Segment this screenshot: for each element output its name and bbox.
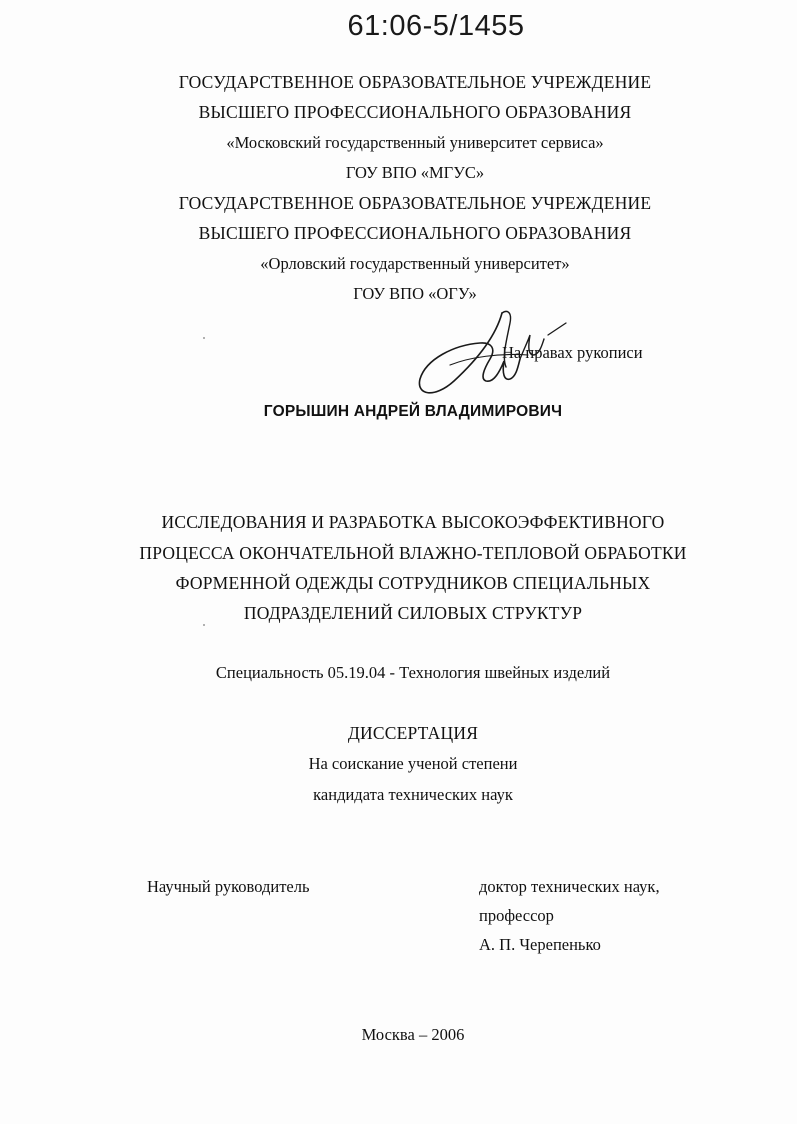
reference-code: 61:06-5/1455: [347, 10, 525, 42]
handwritten-signature: [410, 295, 580, 415]
supervisor-title: профессор: [479, 906, 554, 925]
rights-note: На правах рукописи: [502, 343, 643, 362]
degree-line-2: кандидата технических наук: [313, 785, 513, 804]
title-line-4: ПОДРАЗДЕЛЕНИЙ СИЛОВЫХ СТРУКТУР: [243, 603, 583, 623]
specialty-line: Специальность 05.19.04 - Технология швейных изделий: [215, 663, 611, 682]
supervisor-label: Научный руководитель: [147, 877, 310, 896]
institution-line-3: «Московский государственный университет сервиса»: [226, 133, 604, 152]
place-and-year: Москва – 2006: [361, 1025, 465, 1044]
author-name: ГОРЫШИН АНДРЕЙ ВЛАДИМИРОВИЧ: [263, 403, 563, 420]
institution-line-1: ГОСУДАРСТВЕННОЕ ОБРАЗОВАТЕЛЬНОЕ УЧРЕЖДЕНИЕ: [178, 72, 652, 92]
supervisor-name: А. П. Черепенько: [479, 935, 601, 954]
institution-line-4: ГОУ ВПО «МГУС»: [345, 163, 485, 182]
institution-line-8: ГОУ ВПО «ОГУ»: [353, 284, 477, 303]
work-type: ДИССЕРТАЦИЯ: [347, 723, 479, 743]
institution-line-2: ВЫСШЕГО ПРОФЕССИОНАЛЬНОГО ОБРАЗОВАНИЯ: [198, 102, 632, 122]
scan-speck: [203, 624, 205, 626]
supervisor-degree: доктор технических наук,: [479, 877, 660, 896]
title-line-1: ИССЛЕДОВАНИЯ И РАЗРАБОТКА ВЫСОКОЭФФЕКТИВНОГО: [161, 512, 665, 532]
institution-line-6: ВЫСШЕГО ПРОФЕССИОНАЛЬНОГО ОБРАЗОВАНИЯ: [198, 223, 632, 243]
institution-line-7: «Орловский государственный университет»: [260, 254, 570, 273]
title-line-3: ФОРМЕННОЙ ОДЕЖДЫ СОТРУДНИКОВ СПЕЦИАЛЬНЫХ: [175, 573, 651, 593]
degree-line-1: На соискание ученой степени: [308, 754, 518, 773]
title-line-2: ПРОЦЕССА ОКОНЧАТЕЛЬНОЙ ВЛАЖНО-ТЕПЛОВОЙ ОБРАБОТКИ: [139, 543, 687, 563]
scan-speck: [203, 337, 205, 339]
institution-line-5: ГОСУДАРСТВЕННОЕ ОБРАЗОВАТЕЛЬНОЕ УЧРЕЖДЕНИЕ: [178, 193, 652, 213]
